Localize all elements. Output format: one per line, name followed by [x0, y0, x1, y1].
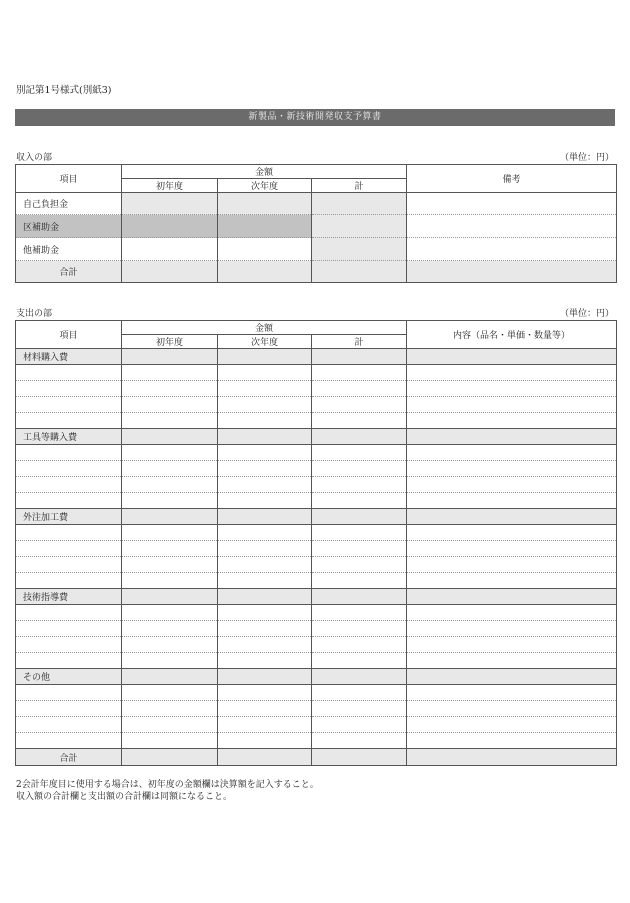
- expense-category-label: その他: [16, 669, 122, 685]
- expense-category-row: [16, 589, 617, 605]
- expense-entry-row: [16, 621, 617, 637]
- expense-total-label: 合計: [16, 749, 122, 766]
- amount-cell[interactable]: [218, 701, 312, 717]
- content-cell[interactable]: [407, 381, 617, 397]
- subtotal-cell: [312, 589, 407, 605]
- item-cell[interactable]: [16, 477, 122, 493]
- content-cell[interactable]: [407, 541, 617, 557]
- income-row: [16, 215, 617, 238]
- note-cell: [407, 589, 617, 605]
- total-cell: [218, 749, 312, 766]
- expense-heading: 支出の部: [16, 309, 53, 319]
- income-row-label: 他補助金: [16, 238, 122, 261]
- amount-cell[interactable]: [122, 445, 218, 461]
- subtotal-cell: [122, 429, 218, 445]
- income-row-label: 区補助金: [16, 215, 122, 238]
- total-cell: [312, 541, 407, 557]
- expense-entry-row: [16, 525, 617, 541]
- subtotal-cell: [218, 349, 312, 365]
- expense-entry-row: [16, 365, 617, 381]
- expense-col-item: 項目: [16, 321, 122, 349]
- expense-entry-row: [16, 445, 617, 461]
- amount-cell[interactable]: [218, 605, 312, 621]
- total-cell: [312, 653, 407, 669]
- note-line: 収入額の合計欄と支出額の合計欄は同額になること。: [16, 792, 233, 802]
- expense-entry-row: [16, 701, 617, 717]
- content-cell[interactable]: [407, 445, 617, 461]
- item-cell[interactable]: [16, 573, 122, 589]
- expense-col-amount: 金額: [122, 321, 407, 335]
- amount-cell[interactable]: [218, 413, 312, 429]
- amount-cell[interactable]: [218, 557, 312, 573]
- item-cell[interactable]: [16, 461, 122, 477]
- amount-cell[interactable]: [122, 733, 218, 749]
- expense-entry-row: [16, 733, 617, 749]
- amount-cell[interactable]: [218, 493, 312, 509]
- expense-table: [15, 320, 617, 766]
- income-col-note: 備考: [407, 165, 617, 193]
- content-cell[interactable]: [407, 525, 617, 541]
- item-cell[interactable]: [16, 365, 122, 381]
- note-cell: [407, 669, 617, 685]
- content-cell[interactable]: [407, 733, 617, 749]
- amount-cell[interactable]: [122, 193, 218, 215]
- content-cell[interactable]: [407, 717, 617, 733]
- expense-category-row: [16, 349, 617, 365]
- expense-entry-row: [16, 653, 617, 669]
- total-cell: [312, 525, 407, 541]
- content-cell[interactable]: [407, 557, 617, 573]
- amount-cell[interactable]: [122, 477, 218, 493]
- total-cell: [407, 749, 617, 766]
- content-cell[interactable]: [407, 461, 617, 477]
- content-cell[interactable]: [407, 605, 617, 621]
- content-cell[interactable]: [407, 413, 617, 429]
- expense-col-note: 内容（品名・単価・数量等）: [407, 321, 617, 349]
- amount-cell[interactable]: [122, 557, 218, 573]
- note-cell: [407, 429, 617, 445]
- amount-cell[interactable]: [218, 193, 312, 215]
- item-cell[interactable]: [16, 701, 122, 717]
- item-cell[interactable]: [16, 397, 122, 413]
- subtotal-cell: [312, 509, 407, 525]
- content-cell[interactable]: [407, 397, 617, 413]
- amount-cell[interactable]: [122, 653, 218, 669]
- item-cell[interactable]: [16, 413, 122, 429]
- amount-cell[interactable]: [218, 685, 312, 701]
- income-col-item: 項目: [16, 165, 122, 193]
- subtotal-cell: [218, 669, 312, 685]
- expense-entry-row: [16, 381, 617, 397]
- expense-entry-row: [16, 493, 617, 509]
- content-cell[interactable]: [407, 653, 617, 669]
- amount-cell[interactable]: [218, 381, 312, 397]
- total-cell: [312, 413, 407, 429]
- total-cell: [312, 381, 407, 397]
- expense-entry-row: [16, 461, 617, 477]
- expense-col-year2: 次年度: [218, 335, 312, 349]
- document-title: 新製品・新技術開発収支予算書: [15, 109, 615, 126]
- total-cell: [312, 685, 407, 701]
- amount-cell[interactable]: [122, 717, 218, 733]
- content-cell[interactable]: [407, 573, 617, 589]
- amount-cell[interactable]: [218, 637, 312, 653]
- subtotal-cell: [122, 589, 218, 605]
- amount-cell[interactable]: [122, 238, 218, 261]
- total-cell: [312, 701, 407, 717]
- total-cell: [312, 749, 407, 766]
- amount-cell[interactable]: [218, 238, 312, 261]
- expense-category-row: [16, 669, 617, 685]
- item-cell[interactable]: [16, 381, 122, 397]
- amount-cell[interactable]: [218, 397, 312, 413]
- item-cell[interactable]: [16, 605, 122, 621]
- item-cell[interactable]: [16, 621, 122, 637]
- income-col-total: 計: [312, 179, 407, 193]
- content-cell[interactable]: [407, 493, 617, 509]
- amount-cell[interactable]: [218, 215, 312, 238]
- expense-entry-row: [16, 397, 617, 413]
- notes: [16, 779, 319, 803]
- item-cell[interactable]: [16, 445, 122, 461]
- amount-cell[interactable]: [218, 445, 312, 461]
- amount-cell[interactable]: [122, 573, 218, 589]
- item-cell[interactable]: [16, 685, 122, 701]
- amount-cell[interactable]: [122, 365, 218, 381]
- income-col-year1: 初年度: [122, 179, 218, 193]
- subtotal-cell: [218, 509, 312, 525]
- subtotal-cell: [312, 429, 407, 445]
- subtotal-cell: [312, 349, 407, 365]
- content-cell[interactable]: [407, 637, 617, 653]
- amount-cell[interactable]: [218, 717, 312, 733]
- amount-cell[interactable]: [218, 573, 312, 589]
- content-cell[interactable]: [407, 365, 617, 381]
- total-cell: [122, 261, 218, 283]
- expense-entry-row: [16, 413, 617, 429]
- expense-entry-row: [16, 557, 617, 573]
- total-cell: [312, 365, 407, 381]
- amount-cell[interactable]: [218, 621, 312, 637]
- income-section-header: [15, 150, 615, 162]
- note-cell: [407, 509, 617, 525]
- amount-cell[interactable]: [218, 653, 312, 669]
- expense-category-label: 外注加工費: [16, 509, 122, 525]
- amount-cell[interactable]: [122, 413, 218, 429]
- item-cell[interactable]: [16, 541, 122, 557]
- item-cell[interactable]: [16, 557, 122, 573]
- total-cell: [312, 493, 407, 509]
- amount-cell[interactable]: [122, 525, 218, 541]
- amount-cell[interactable]: [218, 477, 312, 493]
- total-cell: [407, 261, 617, 283]
- expense-category-label: 材料購入費: [16, 349, 122, 365]
- content-cell[interactable]: [407, 477, 617, 493]
- note-cell[interactable]: [407, 193, 617, 215]
- note-cell[interactable]: [407, 238, 617, 261]
- total-cell: [312, 193, 407, 215]
- income-heading: 収入の部: [16, 153, 53, 163]
- content-cell[interactable]: [407, 685, 617, 701]
- total-cell: [218, 261, 312, 283]
- total-cell: [312, 557, 407, 573]
- item-cell[interactable]: [16, 637, 122, 653]
- subtotal-cell: [122, 509, 218, 525]
- expense-entry-row: [16, 637, 617, 653]
- expense-col-total: 計: [312, 335, 407, 349]
- expense-section-header: [15, 306, 615, 318]
- total-cell: [312, 397, 407, 413]
- item-cell[interactable]: [16, 717, 122, 733]
- amount-cell[interactable]: [122, 493, 218, 509]
- total-cell: [312, 733, 407, 749]
- expense-entry-row: [16, 605, 617, 621]
- income-total-label: 合計: [16, 261, 122, 283]
- expense-unit: （単位：円）: [559, 309, 614, 319]
- total-cell: [312, 605, 407, 621]
- content-cell[interactable]: [407, 701, 617, 717]
- amount-cell[interactable]: [122, 637, 218, 653]
- note-cell: [407, 349, 617, 365]
- income-row: [16, 238, 617, 261]
- note-line: 2会計年度目に使用する場合は、初年度の金額欄は決算額を記入すること。: [16, 780, 319, 790]
- amount-cell[interactable]: [122, 541, 218, 557]
- total-cell: [312, 445, 407, 461]
- expense-entry-row: [16, 477, 617, 493]
- expense-entry-row: [16, 685, 617, 701]
- total-cell: [312, 637, 407, 653]
- total-cell: [122, 749, 218, 766]
- income-row-label: 自己負担金: [16, 193, 122, 215]
- amount-cell[interactable]: [218, 461, 312, 477]
- note-cell[interactable]: [407, 215, 617, 238]
- content-cell[interactable]: [407, 621, 617, 637]
- income-row: [16, 193, 617, 215]
- total-cell: [312, 461, 407, 477]
- item-cell[interactable]: [16, 653, 122, 669]
- total-cell: [312, 717, 407, 733]
- form-number-label: 別記第1号様式(別紙3): [16, 85, 112, 96]
- total-cell: [312, 477, 407, 493]
- expense-entry-row: [16, 573, 617, 589]
- income-col-year2: 次年度: [218, 179, 312, 193]
- amount-cell[interactable]: [122, 685, 218, 701]
- expense-total-row: [16, 749, 617, 766]
- subtotal-cell: [218, 429, 312, 445]
- amount-cell[interactable]: [122, 215, 218, 238]
- income-unit: （単位：円）: [559, 153, 614, 163]
- expense-col-year1: 初年度: [122, 335, 218, 349]
- amount-cell[interactable]: [218, 365, 312, 381]
- total-cell: [312, 238, 407, 261]
- item-cell[interactable]: [16, 493, 122, 509]
- amount-cell[interactable]: [218, 541, 312, 557]
- subtotal-cell: [218, 589, 312, 605]
- amount-cell[interactable]: [122, 701, 218, 717]
- amount-cell[interactable]: [218, 733, 312, 749]
- amount-cell[interactable]: [122, 605, 218, 621]
- item-cell[interactable]: [16, 525, 122, 541]
- item-cell[interactable]: [16, 733, 122, 749]
- total-cell: [312, 573, 407, 589]
- subtotal-cell: [312, 669, 407, 685]
- amount-cell[interactable]: [122, 381, 218, 397]
- subtotal-cell: [122, 669, 218, 685]
- expense-category-row: [16, 509, 617, 525]
- expense-entry-row: [16, 541, 617, 557]
- amount-cell[interactable]: [122, 397, 218, 413]
- amount-cell[interactable]: [122, 621, 218, 637]
- income-total-row: [16, 261, 617, 283]
- total-cell: [312, 215, 407, 238]
- expense-category-row: [16, 429, 617, 445]
- expense-entry-row: [16, 717, 617, 733]
- expense-category-label: 技術指導費: [16, 589, 122, 605]
- total-cell: [312, 261, 407, 283]
- amount-cell[interactable]: [122, 461, 218, 477]
- expense-category-label: 工具等購入費: [16, 429, 122, 445]
- total-cell: [312, 621, 407, 637]
- amount-cell[interactable]: [218, 525, 312, 541]
- income-table: [15, 164, 617, 283]
- income-col-amount: 金額: [122, 165, 407, 179]
- subtotal-cell: [122, 349, 218, 365]
